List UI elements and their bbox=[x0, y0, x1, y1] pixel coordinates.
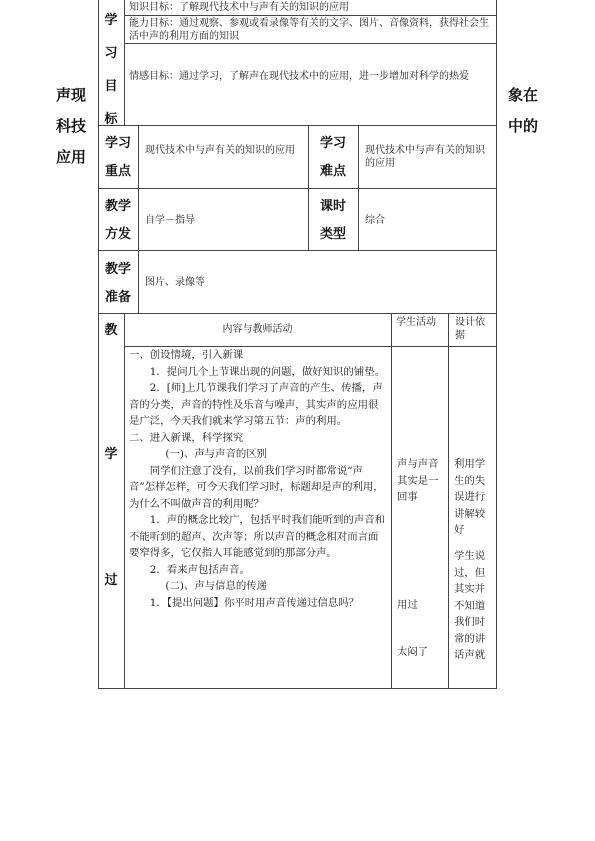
difficulty-label-line: 学习 bbox=[319, 136, 346, 151]
student-activity: 用过 bbox=[397, 599, 418, 611]
prep-label bbox=[102, 256, 134, 312]
method-value: 自学－指导 bbox=[145, 215, 195, 226]
objectives-label-char: 学 bbox=[104, 13, 118, 28]
border-right bbox=[496, 0, 497, 688]
content-paragraph: 一、创设情境，引入新课 bbox=[129, 349, 244, 361]
process-col-divider bbox=[448, 313, 449, 688]
student-activity: 太闷了 bbox=[397, 646, 429, 658]
method-label-line: 方发 bbox=[104, 227, 131, 242]
content-paragraph: 1．提问几个上节课出现的问题，做好知识的铺垫。 bbox=[149, 365, 385, 378]
difficulty-value: 现代技术中与声有关的知识的应用 bbox=[365, 145, 485, 169]
method-label bbox=[102, 193, 134, 249]
side-left-line: 声现 bbox=[56, 86, 87, 104]
type-label-line: 类型 bbox=[319, 227, 346, 242]
side-title-right bbox=[508, 80, 548, 142]
process-label-2: 学 bbox=[104, 447, 118, 462]
content-paragraph: 1．声的概念比较广，包括平时我们能听到的声音和不能听到的超声、次声等；所以声音的概念相对而言面要窄得多，它仅指人耳能感觉到的那部分声。 bbox=[129, 514, 385, 559]
side-left-line: 应用 bbox=[56, 148, 87, 166]
prep-label-line: 准备 bbox=[104, 290, 131, 305]
content-paragraph: 同学们注意了没有，以前我们学习时都常说“声音”怎样怎样，可今天我们学习时，标题却是声的利用，为什么不叫做声音的利用呢？ bbox=[129, 464, 384, 510]
side-right-line: 中的 bbox=[508, 117, 539, 135]
inner-col-divider bbox=[308, 125, 309, 250]
knowledge-objective: 知识目标：了解现代技术中与声有关的知识的应用 bbox=[129, 2, 349, 13]
student-activity: 声与声音其实是一回事 bbox=[397, 458, 439, 503]
objectives-label-char: 习 bbox=[104, 46, 118, 61]
row-divider bbox=[124, 43, 496, 44]
content-paragraph: 2．看来声包括声音。 bbox=[149, 563, 250, 576]
design-basis: 学生说过，但其实并不知道我们时常的讲话声就 bbox=[454, 550, 486, 661]
focus-value: 现代技术中与声有关的知识的应用 bbox=[145, 145, 295, 156]
side-left-line: 科技 bbox=[56, 117, 87, 135]
process-content bbox=[129, 347, 387, 611]
prep-label-line: 教学 bbox=[104, 262, 131, 277]
focus-label-line: 重点 bbox=[104, 164, 131, 179]
side-right-line: 象在 bbox=[508, 86, 539, 104]
row-divider bbox=[98, 125, 496, 126]
objectives-label bbox=[98, 4, 124, 136]
column-header-content: 内容与教师活动 bbox=[222, 324, 293, 335]
row-divider bbox=[98, 188, 496, 189]
content-paragraph: 2．[师]上几节课我们学习了声音的产生、传播，声音的分类，声音的特性及乐音与噪声，其实声的应用很是广泛，今天我们就来学习第五节：声的利用。 bbox=[129, 382, 383, 427]
difficulty-label bbox=[317, 130, 349, 186]
process-col-divider bbox=[391, 313, 392, 688]
ability-objective: 能力目标：通过观察、参观或看录像等有关的文字、图片、音像资料，获得社会生活中声的利用方面的知识 bbox=[129, 18, 489, 42]
difficulty-label-line: 难点 bbox=[319, 164, 346, 179]
content-paragraph: (二)、声与信息的传递 bbox=[165, 580, 268, 592]
prep-value: 图片、录像等 bbox=[145, 277, 205, 288]
label-col-divider bbox=[124, 0, 125, 125]
focus-label-line: 学习 bbox=[104, 136, 131, 151]
content-paragraph: 二、进入新课，科学探究 bbox=[129, 431, 244, 444]
side-title-left bbox=[56, 80, 96, 173]
border-bottom bbox=[98, 688, 497, 689]
objectives-label-char: 标 bbox=[104, 112, 118, 127]
content-paragraph: 1．【提出问题】你平时用声音传递过信息吗？ bbox=[149, 596, 360, 609]
process-label-3: 过 bbox=[104, 573, 118, 588]
type-label bbox=[317, 193, 349, 249]
column-header-student: 学生活动 bbox=[396, 317, 436, 328]
row-divider bbox=[98, 313, 496, 314]
type-value: 综合 bbox=[365, 215, 385, 226]
label-col-divider bbox=[138, 125, 139, 313]
row-divider bbox=[124, 15, 496, 16]
objectives-label-char: 目 bbox=[104, 79, 118, 94]
row-divider bbox=[98, 250, 496, 251]
process-label-1: 教 bbox=[104, 323, 118, 338]
label-col-divider bbox=[124, 313, 125, 688]
type-label-line: 课时 bbox=[319, 199, 346, 214]
method-label-line: 教学 bbox=[104, 199, 131, 214]
inner-col-divider bbox=[358, 125, 359, 250]
content-paragraph: (一)、声与声音的区别 bbox=[165, 448, 268, 460]
design-basis: 利用学生的失误进行讲解较好 bbox=[454, 458, 486, 536]
column-header-design: 设计依据 bbox=[455, 317, 485, 341]
focus-label bbox=[102, 130, 134, 186]
emotion-objective: 情感目标：通过学习，了解声在现代技术中的应用，进一步增加对科学的热爱 bbox=[129, 71, 469, 82]
